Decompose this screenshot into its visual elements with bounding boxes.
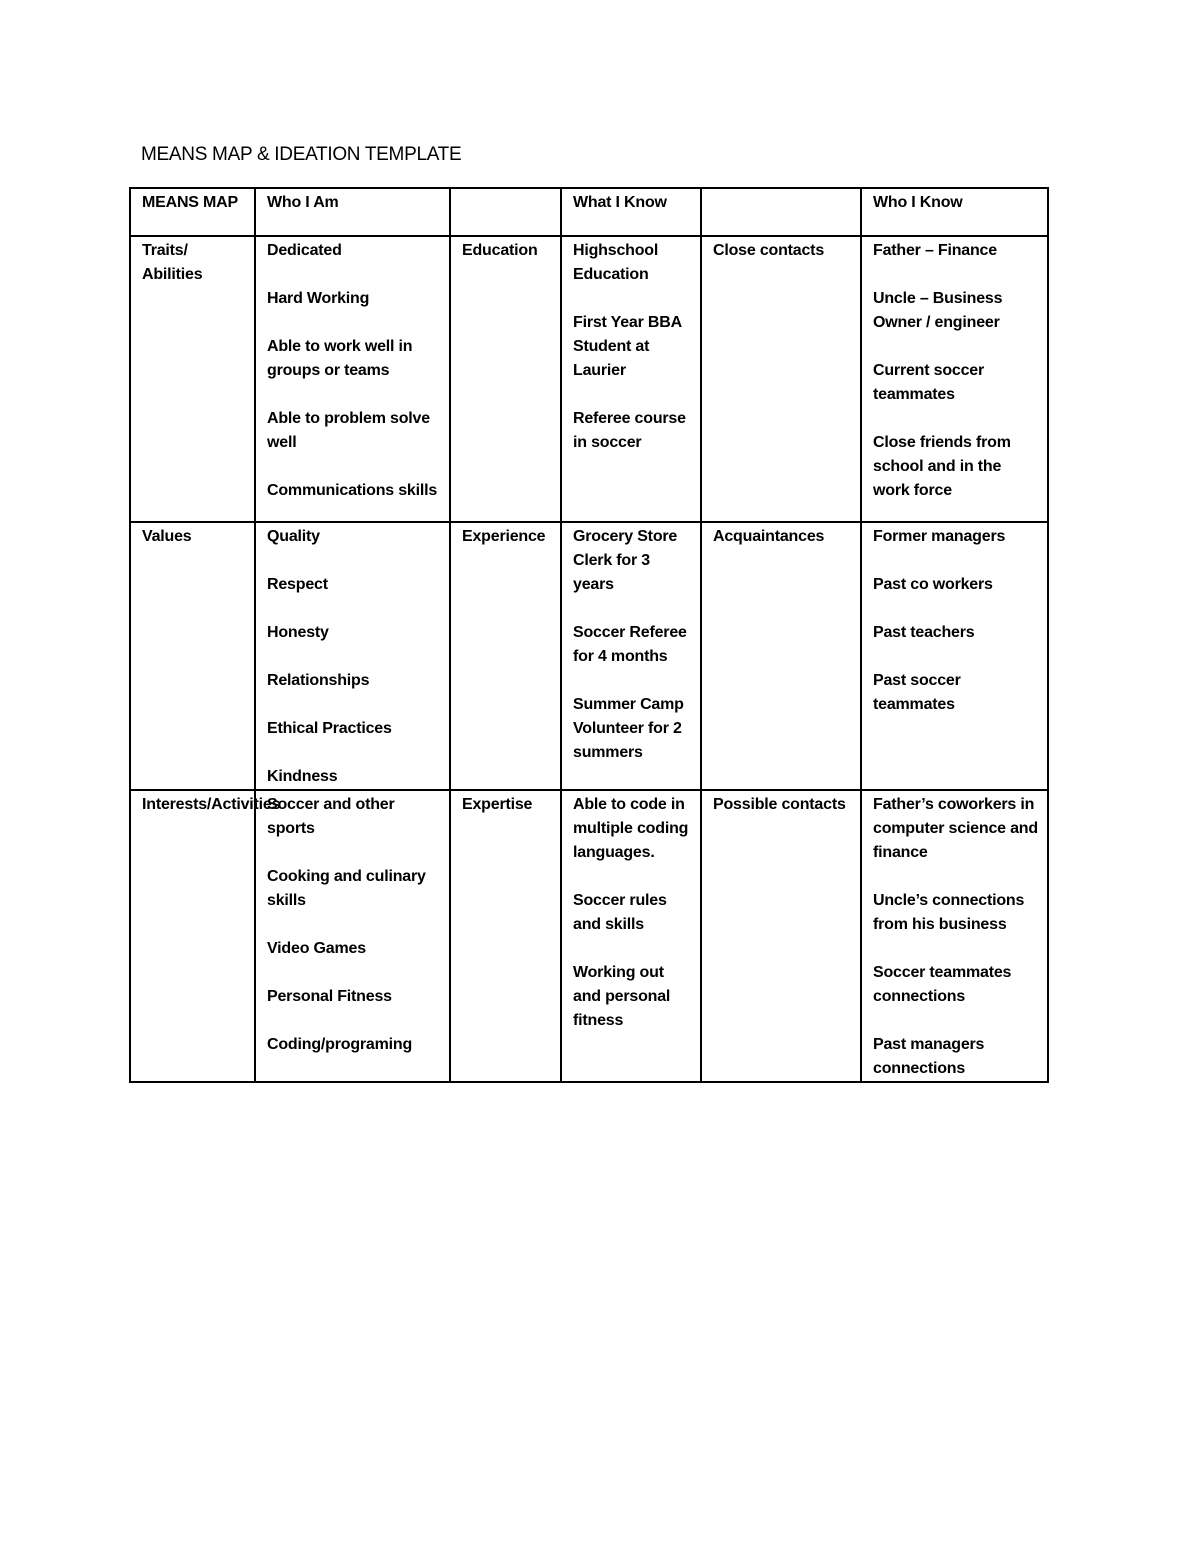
- list-item: Past soccer teammates: [873, 672, 961, 713]
- list-item: Coding/programing: [267, 1036, 413, 1053]
- header-what-i-know: What I Know: [561, 188, 701, 236]
- list-item: Referee course in soccer: [573, 410, 686, 451]
- who-i-am-cell: [255, 790, 450, 1082]
- who-i-know-cell: [861, 790, 1048, 1082]
- who-i-know-cell: [861, 236, 1048, 522]
- list-item: Uncle – Business Owner / engineer: [873, 290, 1003, 331]
- row-label: Values: [130, 522, 255, 790]
- list-item: Soccer Referee for 4 months: [573, 624, 687, 665]
- what-i-know-cell: [561, 236, 701, 522]
- header-who-i-am: Who I Am: [255, 188, 450, 236]
- contacts-category-cell: Close contacts: [701, 236, 861, 522]
- list-item: Respect: [267, 576, 328, 593]
- row-label: Traits/ Abilities: [130, 236, 255, 522]
- means-map-table: [129, 187, 1049, 1083]
- list-item: First Year BBA Student at Laurier: [573, 314, 682, 379]
- list-item: Able to problem solve well: [267, 410, 430, 451]
- list-item: Soccer and other sports: [267, 796, 395, 837]
- list-item: Working out and personal fitness: [573, 964, 671, 1029]
- table-header-row: [130, 188, 1048, 236]
- list-item: Dedicated: [267, 242, 342, 259]
- list-item: Father’s coworkers in computer science and finance: [873, 796, 1038, 861]
- list-item: Quality: [267, 528, 320, 545]
- list-item: Able to work well in groups or teams: [267, 338, 413, 379]
- row-label: Interests/Activities: [130, 790, 255, 1082]
- list-item: Relationships: [267, 672, 370, 689]
- contacts-category-cell: Possible contacts: [701, 790, 861, 1082]
- list-item: Past teachers: [873, 624, 975, 641]
- list-item: Able to code in multiple coding languages.: [573, 796, 689, 861]
- list-item: Grocery Store Clerk for 3 years: [573, 528, 678, 593]
- list-item: Highschool Education: [573, 242, 659, 283]
- who-i-am-cell: [255, 522, 450, 790]
- list-item: Honesty: [267, 624, 329, 641]
- know-category-cell: Experience: [450, 522, 561, 790]
- list-item: Past co workers: [873, 576, 993, 593]
- list-item: Former managers: [873, 528, 1006, 545]
- header-means-map: MEANS MAP: [130, 188, 255, 236]
- contacts-category-cell: Acquaintances: [701, 522, 861, 790]
- list-item: Cooking and culinary skills: [267, 868, 426, 909]
- know-category-cell: Expertise: [450, 790, 561, 1082]
- list-item: Past managers connections: [873, 1036, 985, 1077]
- table-row: [130, 790, 1048, 1082]
- list-item: Kindness: [267, 768, 338, 785]
- list-item: Video Games: [267, 940, 366, 957]
- list-item: Personal Fitness: [267, 988, 392, 1005]
- list-item: Uncle’s connections from his business: [873, 892, 1025, 933]
- header-who-i-know: Who I Know: [861, 188, 1048, 236]
- list-item: Current soccer teammates: [873, 362, 985, 403]
- header-blank-2: [701, 188, 861, 236]
- list-item: Soccer teammates connections: [873, 964, 1012, 1005]
- who-i-know-cell: [861, 522, 1048, 790]
- what-i-know-cell: [561, 522, 701, 790]
- who-i-am-cell: [255, 236, 450, 522]
- list-item: Father – Finance: [873, 242, 997, 259]
- list-item: Soccer rules and skills: [573, 892, 667, 933]
- header-blank-1: [450, 188, 561, 236]
- list-item: Hard Working: [267, 290, 370, 307]
- what-i-know-cell: [561, 790, 701, 1082]
- list-item: Ethical Practices: [267, 720, 392, 737]
- table-row: [130, 236, 1048, 522]
- list-item: Close friends from school and in the work force: [873, 434, 1011, 499]
- list-item: Communications skills: [267, 482, 438, 499]
- table-row: [130, 522, 1048, 790]
- know-category-cell: Education: [450, 236, 561, 522]
- document-title: MEANS MAP & IDEATION TEMPLATE: [141, 144, 462, 165]
- list-item: Summer Camp Volunteer for 2 summers: [573, 696, 684, 761]
